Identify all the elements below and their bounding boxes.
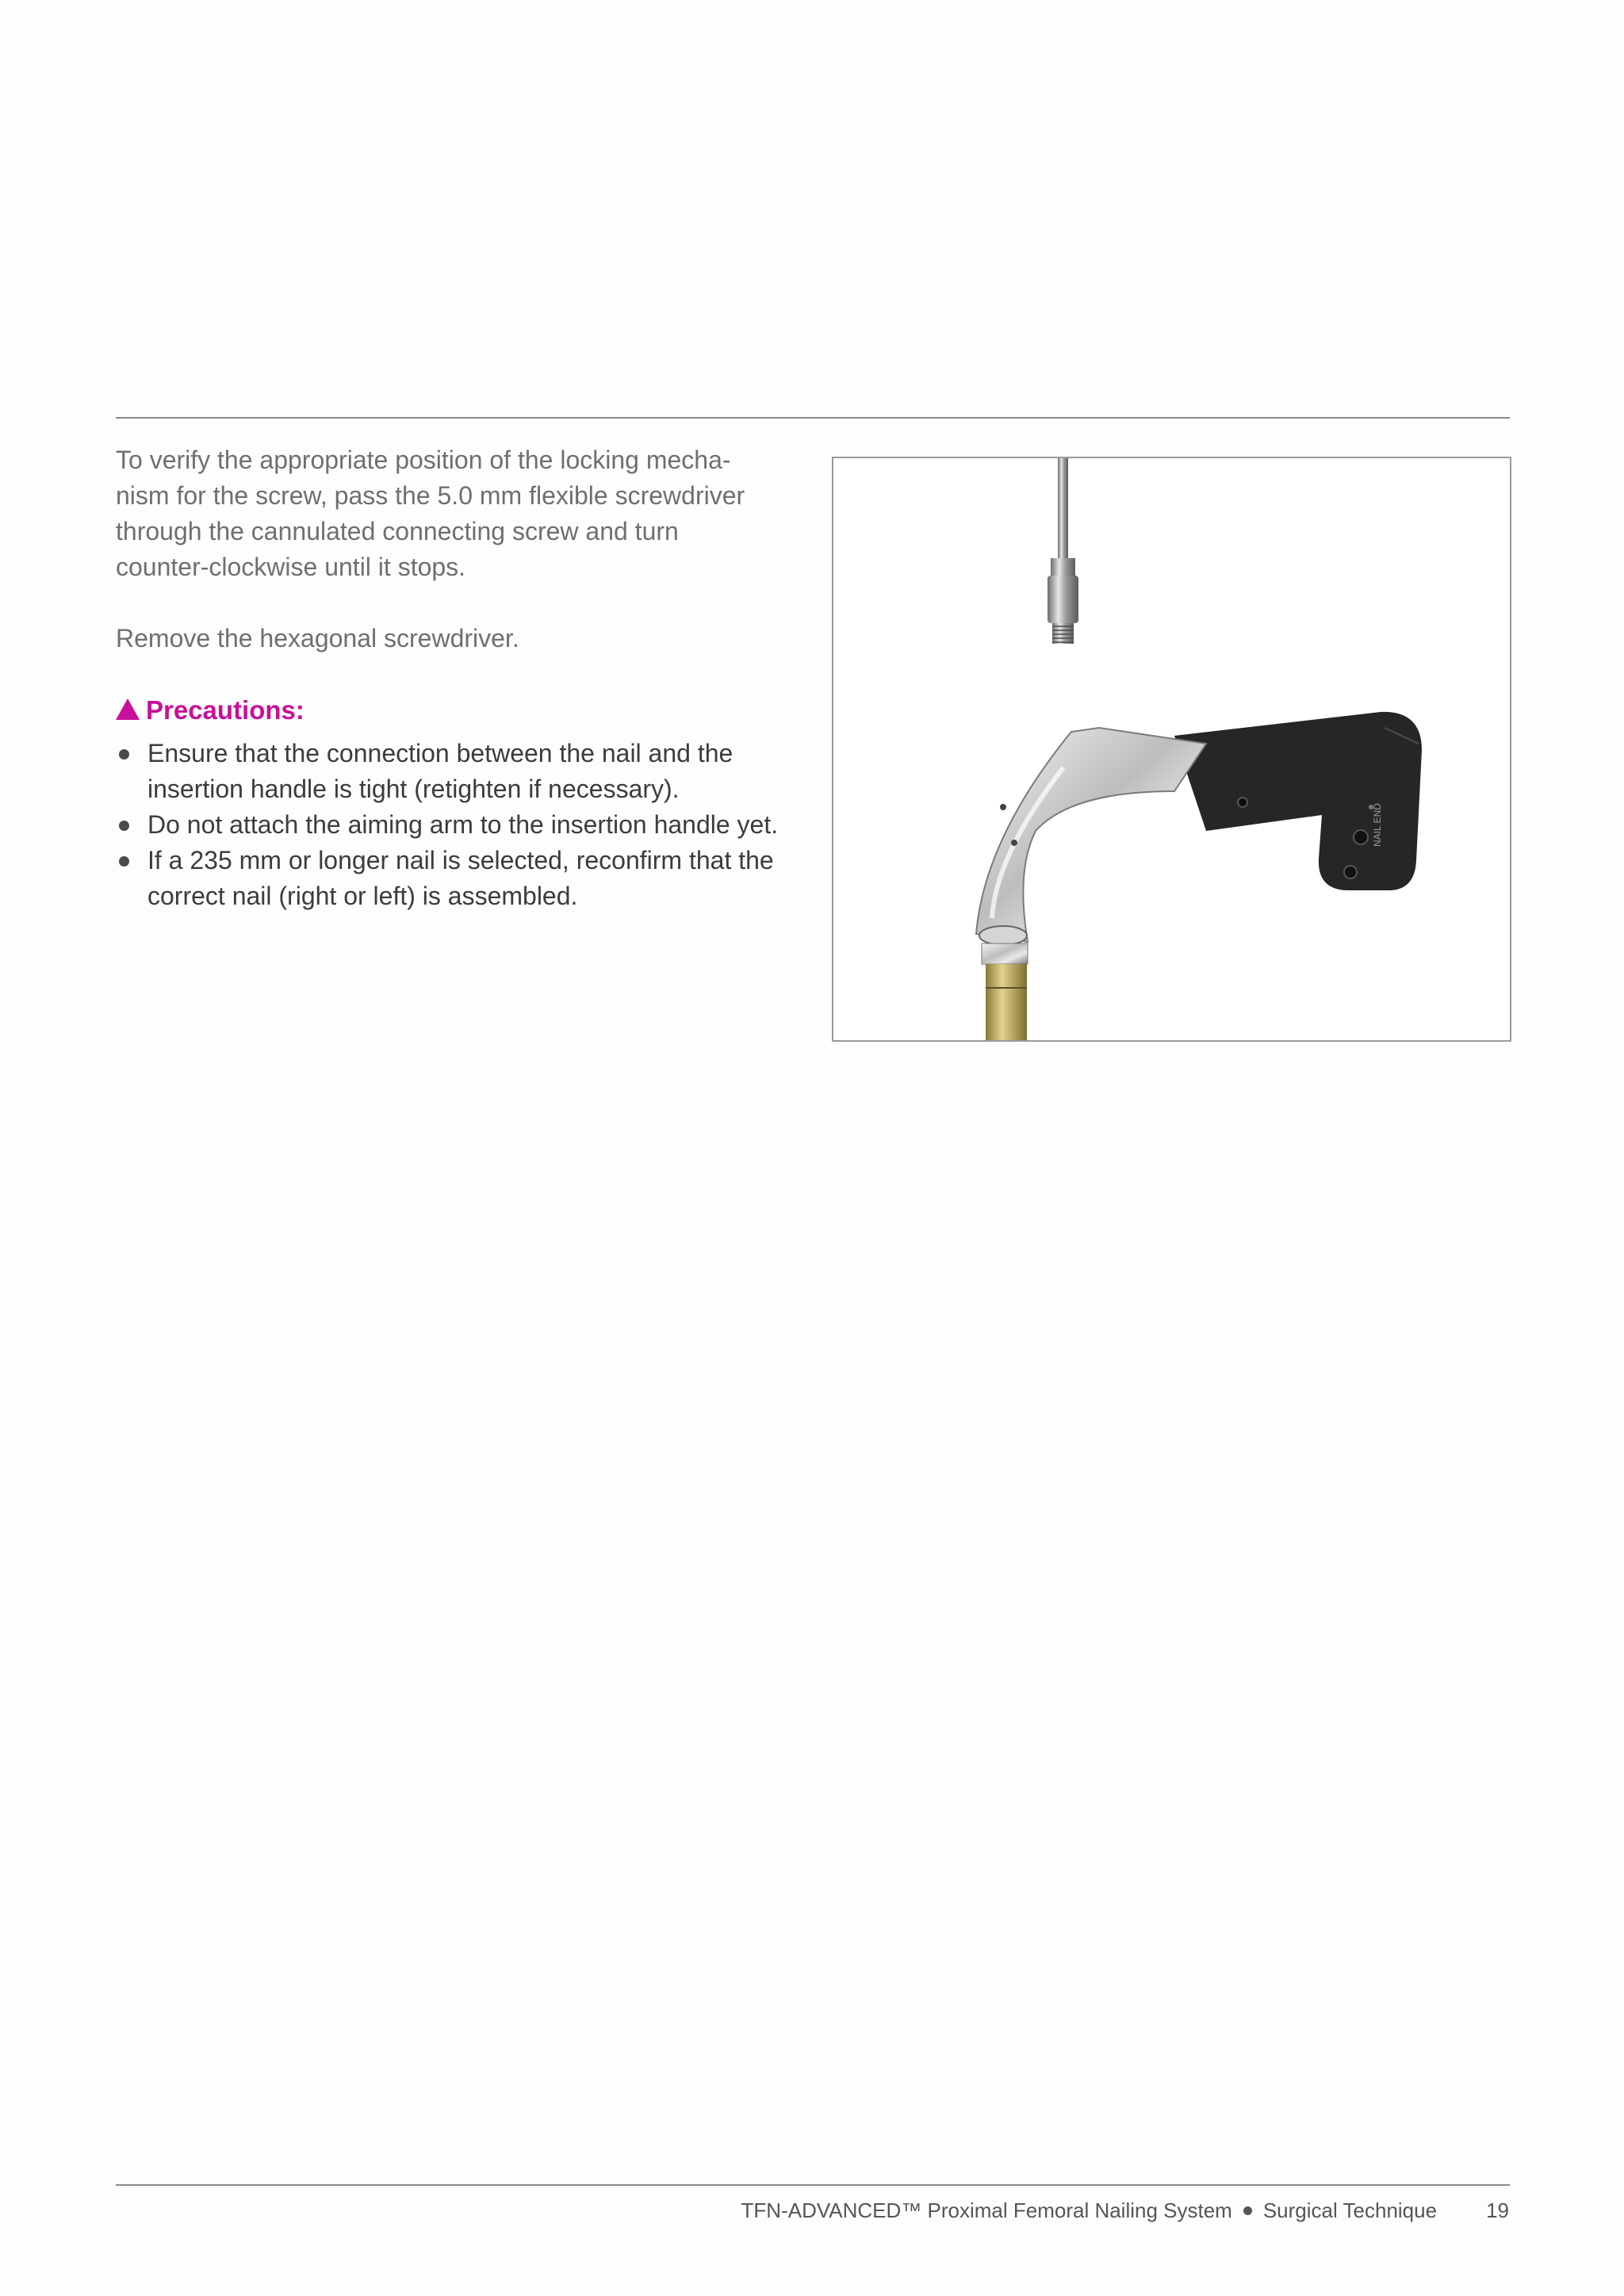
instruction-line: counter-clockwise until it stops. [116,553,466,581]
instruction-line: To verify the appropriate position of the locking mecha- [116,446,731,474]
insertion-handle [1174,712,1422,890]
warning-triangle-icon [116,698,140,720]
page-footer [741,2196,1509,2225]
footer-section: Surgical Technique [1262,2198,1438,2222]
precautions-heading [116,692,798,728]
precautions-list [116,736,798,914]
bullet-icon [119,856,129,867]
footer-title: TFN-ADVANCED™ Proximal Femoral Nailing System [741,2198,1232,2222]
screwdriver [1048,458,1078,644]
bullet-separator-icon [1243,2206,1252,2215]
text-column [116,442,798,914]
remove-screwdriver-paragraph: Remove the hexagonal screwdriver. [116,624,519,652]
precaution-text: Do not attach the aiming arm to the insertion handle yet. [147,810,779,839]
instrument-figure [832,457,1511,1042]
bullet-icon [119,821,129,831]
precaution-text: Ensure that the connection between the nail and the insertion handle is tight (retighten if necessary). [147,739,733,803]
nail [982,943,1028,1040]
precaution-text: If a 235 mm or longer nail is selected, reconfirm that the correct nail (right or left) is assembled. [147,846,774,910]
instruction-line: through the cannulated connecting screw and turn [116,517,679,545]
list-item [116,736,798,807]
list-item [116,807,798,843]
instruction-paragraph [116,442,798,585]
bottom-divider [116,2184,1510,2186]
connector-arm [976,728,1206,945]
list-item [116,843,798,914]
page-number: 19 [1486,2198,1509,2222]
handle-label: NAIL END [1372,803,1383,847]
instruction-line: nism for the screw, pass the 5.0 mm flexible screwdriver [116,481,745,510]
instrument-illustration [833,458,1510,1040]
precautions-title: Precautions: [146,695,304,725]
top-divider [116,417,1510,419]
bullet-icon [119,749,129,760]
